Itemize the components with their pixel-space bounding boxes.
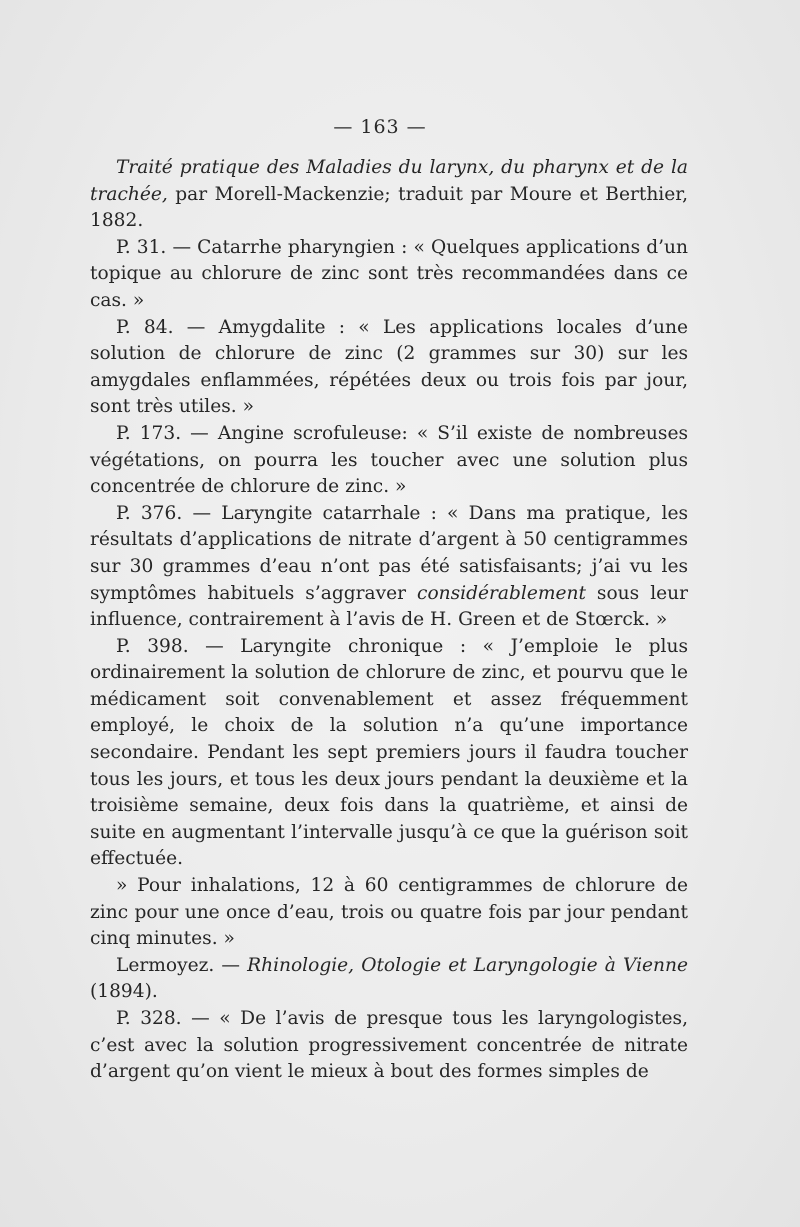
paragraph-p376 [90, 501, 688, 634]
book-title-lermoyez: Rhinologie, Otologie et Laryngologie à Vienne [247, 954, 688, 976]
reference-paragraph [90, 155, 688, 235]
reference-year: (1894). [90, 981, 158, 1003]
reference-details: par Morell-Mackenzie; traduit par Moure et Berthier, 1882. [90, 183, 688, 232]
paragraph-p84: P. 84. — Amygdalite : « Les applications locales d’une solution de chlorure de zinc (2 grammes sur 30) sur les amygdales enflammées, répétées deux ou trois fois par jour, sont très utiles. » [90, 316, 688, 418]
paragraph-inhalations: » Pour inhalations, 12 à 60 centigrammes de chlorure de zinc pour une once d’eau, trois ou quatre fois par jour pendant cinq minutes. » [90, 875, 688, 950]
paragraph-p31: P. 31. — Catarrhe pharyngien : « Quelques applications d’un topique au chlorure de zinc sont très recommandées dans ce cas. » [90, 236, 688, 311]
paragraph-p328: P. 328. — « De l’avis de presque tous les laryngologistes, c’est avec la solution progressivement concentrée de nitrate d’argent qu’on vient le mieux à bout des formes simples de [90, 1008, 688, 1083]
paragraph-p173: P. 173. — Angine scrofuleuse: « S’il existe de nombreuses végétations, on pourra les toucher avec une solution plus concentrée de chlorure de zinc. » [90, 422, 688, 498]
paragraph-p376-end: sous leur influence, contrairement à l’avis de H. Green et de Stœrck. » [90, 582, 689, 631]
page-number: — 163 — [333, 116, 427, 138]
reference-paragraph-lermoyez [90, 953, 688, 1006]
emphasis-word: considérablement [417, 582, 586, 604]
book-title: Traité pratique des Maladies du larynx, du pharynx et de la trachée, [90, 157, 688, 205]
reference-author: Lermoyez. — [116, 954, 248, 976]
page-text [90, 155, 688, 1086]
paragraph-p398: P. 398. — Laryngite chronique : « J’emploie le plus ordinairement la solution de chlorure de zinc, et pourvu que le médicament soit convenablement et assez fréquemment employé, le choix de la solution n’a qu’une importance secondaire. Pendant les sept premiers jours il faudra toucher tous les jours, et tous les deux jours pendant la deuxième et la troisième semaine, deux fois dans la quatrième, et ainsi de suite en augmentant l’intervalle jusqu’à ce que la guérison soit effectuée. [90, 635, 688, 870]
paragraph-p376-text: P. 376. — Laryngite catarrhale : « Dans ma pratique, les résultats d’applications de nitrate d’argent à 50 centigrammes sur 30 grammes d’eau n’ont pas été satisfaisants; j’ai vu les symptômes habituels s’aggraver [90, 502, 688, 604]
